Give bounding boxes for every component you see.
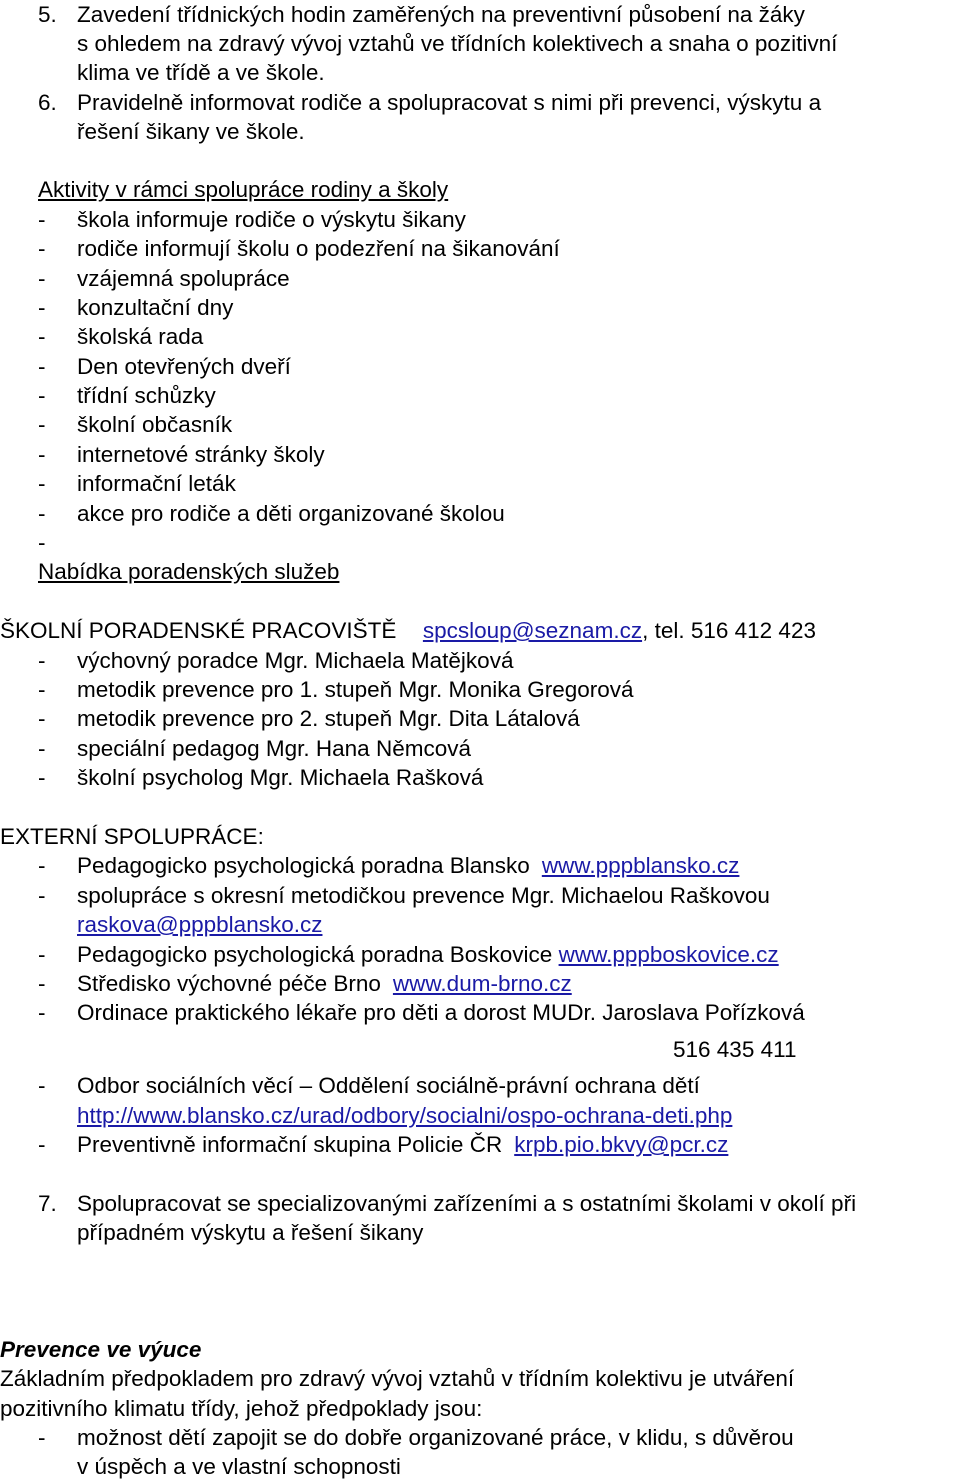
phone-text: 516 435 411: [673, 1037, 797, 1062]
email-link[interactable]: krpb.pio.bkvy@pcr.cz: [514, 1132, 729, 1157]
dash: -: [38, 1425, 46, 1450]
paragraph-line: pozitivního klimatu třídy, jehož předpoklady jsou:: [0, 1396, 483, 1421]
email-link[interactable]: spcsloup@seznam.cz: [422, 618, 643, 643]
list-item: [77, 853, 739, 879]
dash: -: [38, 324, 46, 349]
item-number: 7.: [38, 1191, 57, 1216]
web-link[interactable]: www.pppblansko.cz: [541, 853, 740, 878]
web-link[interactable]: http://www.blansko.cz/urad/odbory/socialni/ospo-ochrana-deti.php: [77, 1103, 733, 1128]
item-text: řešení šikany ve škole.: [77, 119, 305, 144]
dash: -: [38, 501, 46, 526]
list-item: třídní schůzky: [77, 383, 216, 408]
poradenske-header: [0, 618, 816, 644]
list-item: [77, 1132, 728, 1158]
aktivity-heading: Aktivity v rámci spolupráce rodiny a školy: [38, 177, 449, 202]
email-link[interactable]: raskova@pppblansko.cz: [77, 912, 323, 937]
dash: -: [38, 971, 46, 996]
dash: -: [38, 207, 46, 232]
prevence-heading: Prevence ve výuce: [0, 1337, 202, 1362]
list-item: akce pro rodiče a děti organizované školou: [77, 501, 505, 526]
externi-heading: EXTERNÍ SPOLUPRÁCE:: [0, 824, 264, 849]
dash: -: [38, 765, 46, 790]
item-text: spolupráce s okresní metodičkou prevence Mgr. Michaelou Raškovou: [77, 883, 770, 908]
dash: -: [38, 706, 46, 731]
dash: -: [38, 266, 46, 291]
dash: -: [38, 1132, 46, 1157]
item-number: 6.: [38, 90, 57, 115]
dash: -: [38, 648, 46, 673]
web-link[interactable]: www.dum-brno.cz: [392, 971, 572, 996]
item-text: s ohledem na zdravý vývoj vztahů ve třídních kolektivech a snaha o pozitivní: [77, 31, 838, 56]
dash: -: [38, 677, 46, 702]
dash: -: [38, 412, 46, 437]
list-item: výchovný poradce Mgr. Michaela Matějková: [77, 648, 514, 673]
list-item: informační leták: [77, 471, 236, 496]
list-item: [77, 971, 572, 997]
list-item: speciální pedagog Mgr. Hana Němcová: [77, 736, 471, 761]
list-item: Den otevřených dveří: [77, 354, 291, 379]
paragraph-line: Základním předpokladem pro zdravý vývoj vztahů v třídním kolektivu je utváření: [0, 1366, 795, 1391]
item-text: Pedagogicko psychologická poradna Blansko: [77, 853, 530, 878]
dash: -: [38, 236, 46, 261]
list-item: rodiče informují školu o podezření na šikanování: [77, 236, 560, 261]
list-item: škola informuje rodiče o výskytu šikany: [77, 207, 466, 232]
item-text: klima ve třídě a ve škole.: [77, 60, 325, 85]
item-text: Odbor sociálních věcí – Oddělení sociálně-právní ochrana dětí: [77, 1073, 700, 1098]
poradenske-label: ŠKOLNÍ PORADENSKÉ PRACOVIŠTĚ: [0, 618, 397, 643]
item-text: Zavedení třídnických hodin zaměřených na preventivní působení na žáky: [77, 2, 805, 27]
item-text: Pedagogicko psychologická poradna Boskovice: [77, 942, 553, 967]
list-item: v úspěch a ve vlastní schopnosti: [77, 1454, 401, 1479]
item-number: 5.: [38, 2, 57, 27]
dash: -: [38, 383, 46, 408]
phone-text: , tel. 516 412 423: [642, 618, 816, 643]
nabidka-heading: Nabídka poradenských služeb: [38, 559, 340, 584]
list-item: metodik prevence pro 1. stupeň Mgr. Monika Gregorová: [77, 677, 634, 702]
dash: -: [38, 442, 46, 467]
dash: -: [38, 942, 46, 967]
dash: -: [38, 530, 46, 555]
list-item: vzájemná spolupráce: [77, 266, 290, 291]
list-item: metodik prevence pro 2. stupeň Mgr. Dita Látalová: [77, 706, 580, 731]
dash: -: [38, 883, 46, 908]
list-item: internetové stránky školy: [77, 442, 325, 467]
item-text: Středisko výchovné péče Brno: [77, 971, 381, 996]
dash: -: [38, 853, 46, 878]
item-text: Preventivně informační skupina Policie ČR: [77, 1132, 503, 1157]
dash: -: [38, 471, 46, 496]
dash: -: [38, 295, 46, 320]
dash: -: [38, 1073, 46, 1098]
dash: -: [38, 354, 46, 379]
item-text: případném výskytu a řešení šikany: [77, 1220, 424, 1245]
list-item: [77, 942, 779, 968]
list-item: školská rada: [77, 324, 204, 349]
web-link[interactable]: www.pppboskovice.cz: [558, 942, 779, 967]
item-text: Pravidelně informovat rodiče a spolupracovat s nimi při prevenci, výskytu a: [77, 90, 822, 115]
list-item: konzultační dny: [77, 295, 234, 320]
dash: -: [38, 1000, 46, 1025]
list-item: školní občasník: [77, 412, 233, 437]
list-item: možnost dětí zapojit se do dobře organizované práce, v klidu, s důvěrou: [77, 1425, 794, 1450]
item-text: Ordinace praktického lékaře pro děti a dorost MUDr. Jaroslava Pořízková: [77, 1000, 805, 1025]
item-text: Spolupracovat se specializovanými zařízeními a s ostatními školami v okolí při: [77, 1191, 857, 1216]
dash: -: [38, 736, 46, 761]
list-item: školní psycholog Mgr. Michaela Rašková: [77, 765, 484, 790]
